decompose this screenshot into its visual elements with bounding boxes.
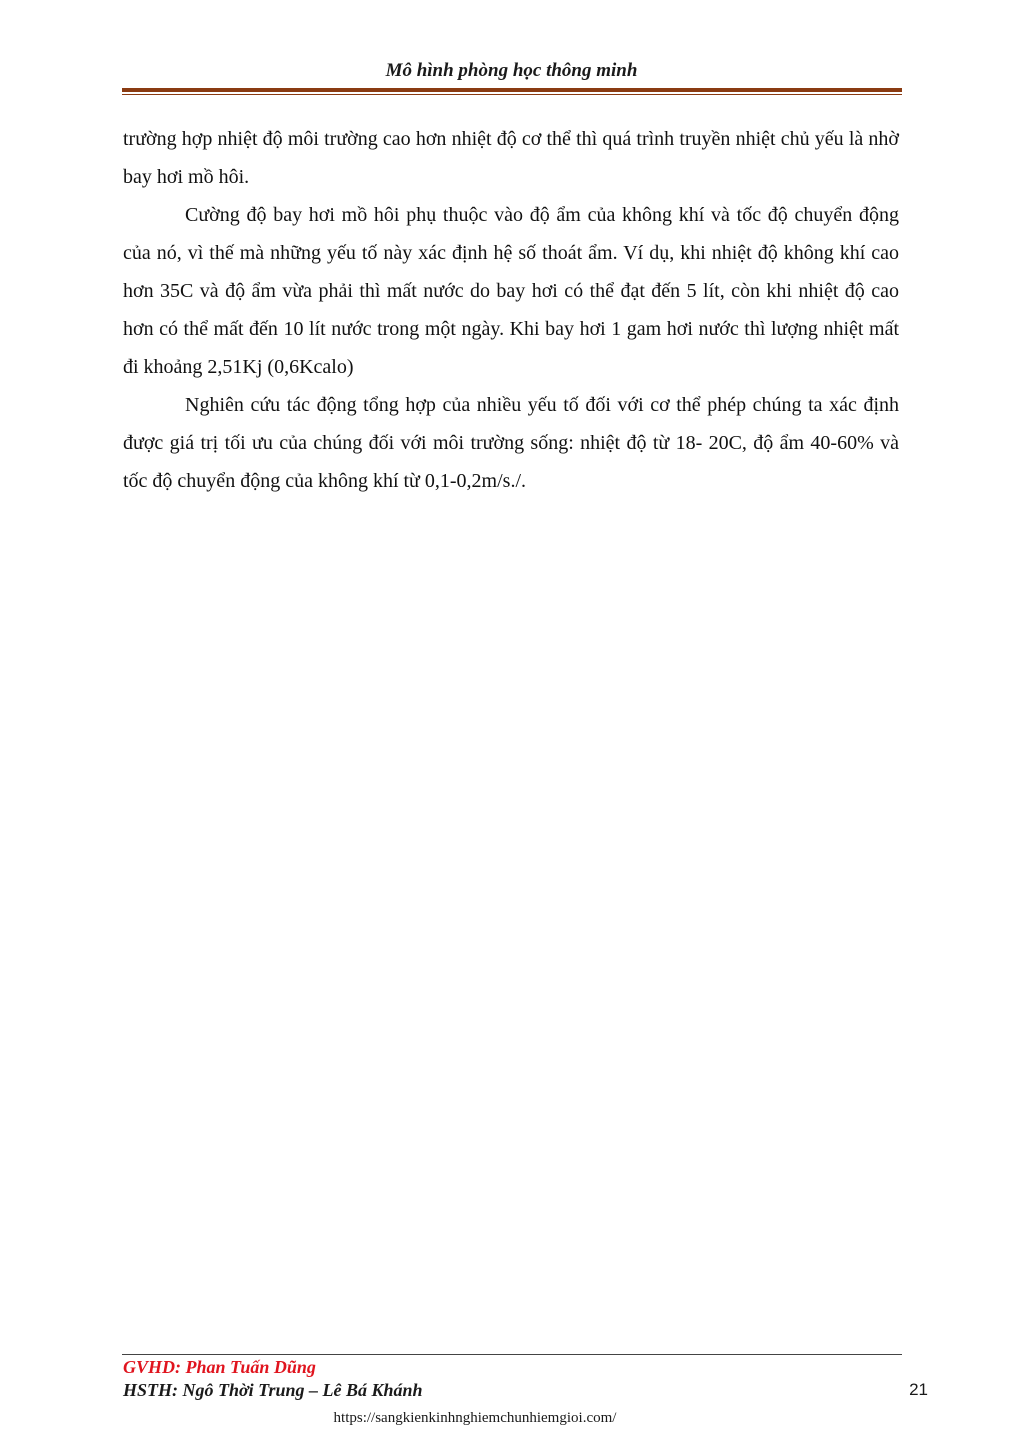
footer-url[interactable]: https://sangkienkinhnghiemchunhiemgioi.com/ [333,1410,617,1426]
paragraph: Nghiên cứu tác động tổng hợp của nhiều yếu tố đối với cơ thể phép chúng ta xác định được giá trị tối ưu của chúng đối với môi trường sống: nhiệt độ từ 18- 20C, độ ẩm 40-60% và tốc độ chuyển động của không khí từ 0,1-0,2m/s./. [123,394,899,492]
header-divider-thin [122,94,902,95]
footer-students: HSTH: Ngô Thời Trung – Lê Bá Khánh [123,1380,423,1400]
page-header-title: Mô hình phòng học thông minh [385,60,638,81]
paragraph: trường hợp nhiệt độ môi trường cao hơn nhiệt độ cơ thể thì quá trình truyền nhiệt chủ yếu là nhờ bay hơi mồ hôi. [123,128,899,188]
footer-divider [122,1354,902,1355]
header-divider [122,88,902,92]
document-body [123,120,899,500]
footer-advisor: GVHD: Phan Tuấn Dũng [123,1357,316,1377]
page-number: 21 [909,1380,928,1399]
paragraph: Cường độ bay hơi mồ hôi phụ thuộc vào độ ẩm của không khí và tốc độ chuyển động của nó, vì thế mà những yếu tố này xác định hệ số thoát ẩm. Ví dụ, khi nhiệt độ không khí cao hơn 35C và độ ẩm vừa phải thì mất nước do bay hơi có thể đạt đến 5 lít, còn khi nhiệt độ cao hơn có thể mất đến 10 lít nước trong một ngày. Khi bay hơi 1 gam hơi nước thì lượng nhiệt mất đi khoảng 2,51Kj (0,6Kcalo) [123,204,899,378]
